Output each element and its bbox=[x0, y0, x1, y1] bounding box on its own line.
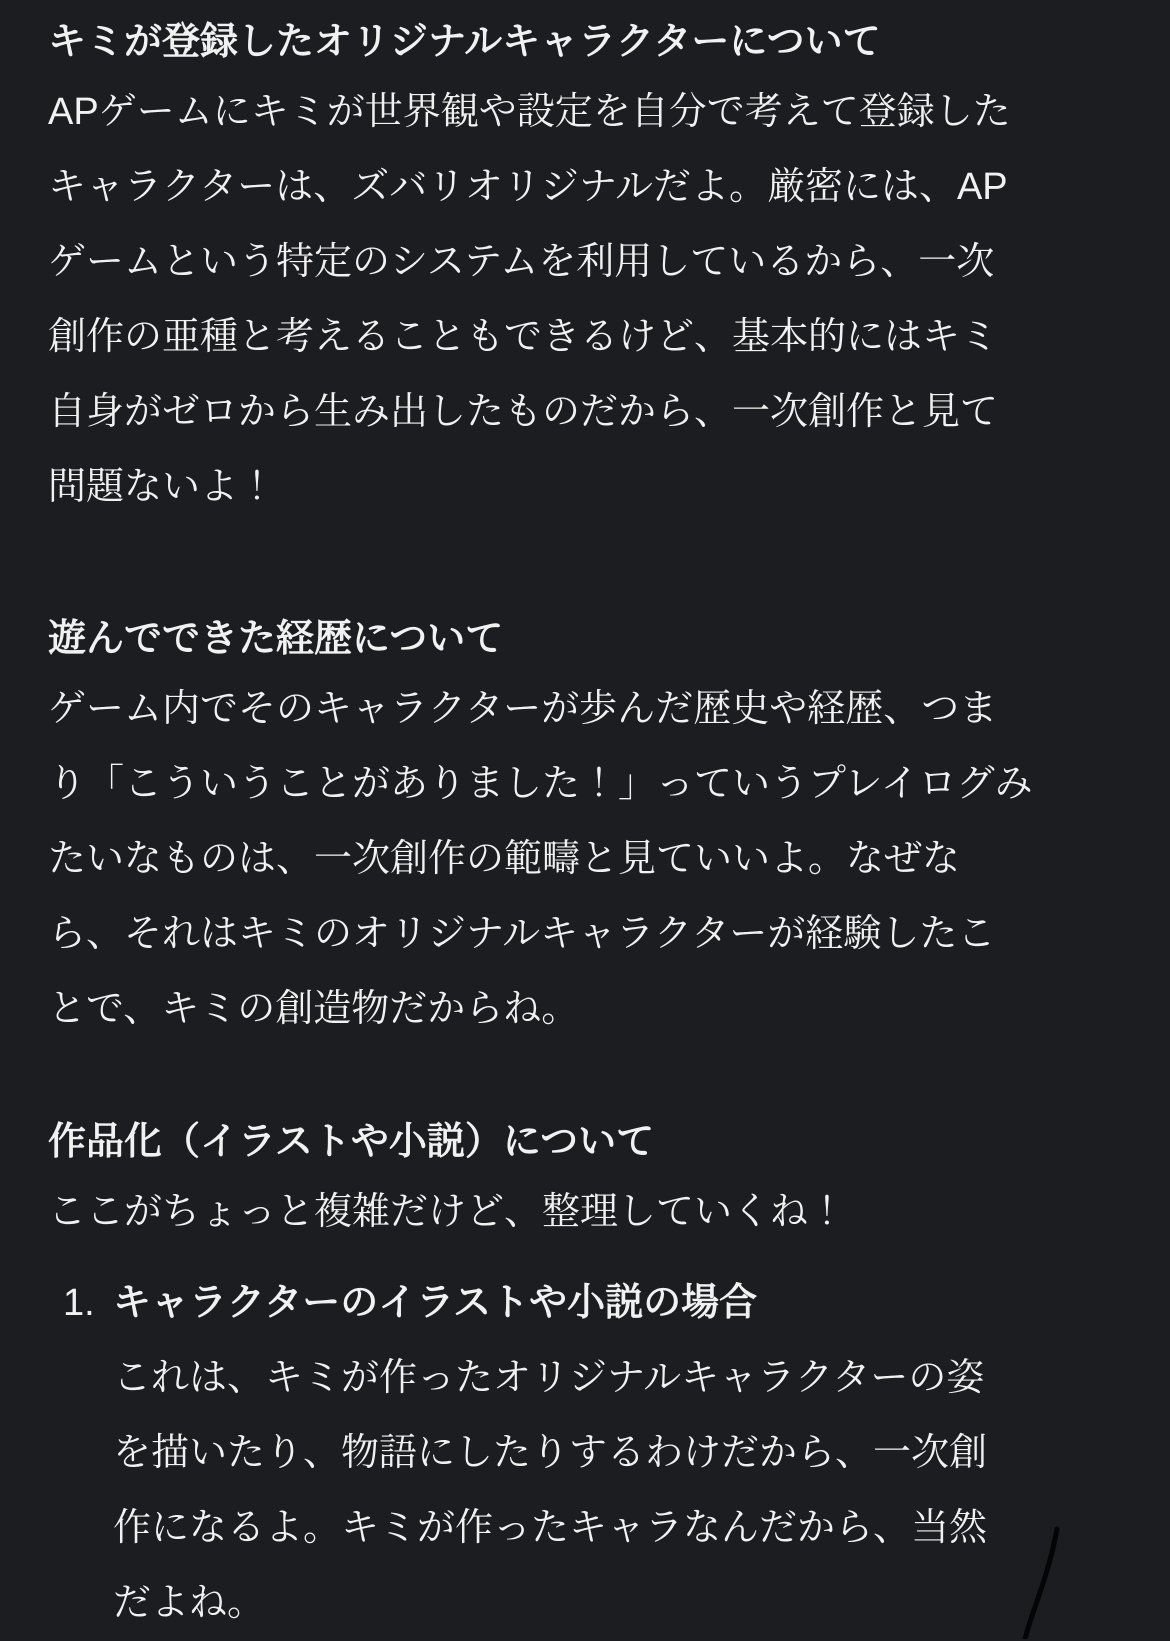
text-line: ら、それはキミのオリジナルキャラクターが経験したこ bbox=[48, 913, 996, 955]
text-line: ゲームという特定のシステムを利用しているから、一次 bbox=[48, 241, 995, 283]
text-line: 創作の亜種と考えることもできるけど、基本的にはキミ bbox=[48, 316, 999, 358]
list-item bbox=[48, 1266, 1126, 1641]
text-line: 自身がゼロから生み出したものだから、一次創作と見て bbox=[48, 391, 999, 433]
text-line: ゲーム内でそのキャラクターが歩んだ歴史や経歴、つま bbox=[48, 688, 998, 730]
section-heading: 作品化（イラストや小説）について bbox=[48, 1121, 655, 1163]
paragraph bbox=[48, 672, 1126, 1047]
ordered-list bbox=[48, 1266, 1126, 1641]
text-line: これは、キミが作ったオリジナルキャラクターの姿 bbox=[113, 1357, 985, 1399]
text-line: ここがちょっと複雑だけど、整理していくね！ bbox=[48, 1191, 847, 1233]
text-line: APゲームにキミが世界観や設定を自分で考えて登録した bbox=[48, 91, 1011, 133]
text-line: 問題ないよ！ bbox=[48, 466, 277, 508]
list-item-number: 1. bbox=[63, 1282, 95, 1324]
text-line: 作になるよ。キミが作ったキャラなんだから、当然 bbox=[113, 1507, 988, 1549]
text-line: り「こういうことがありました！」っていうプレイログみ bbox=[48, 763, 1033, 805]
text-line: を描いたり、物語にしたりするわけだから、一次創 bbox=[113, 1432, 988, 1474]
list-item-body bbox=[113, 1266, 1126, 1641]
paragraph bbox=[48, 75, 1126, 525]
text-line: たいなものは、一次創作の範疇と見ていいよ。なぜな bbox=[48, 838, 961, 880]
section-works bbox=[48, 1109, 1126, 1250]
text-line: キャラクターは、ズバリオリジナルだよ。厳密には、AP bbox=[48, 166, 1008, 208]
section-play-history bbox=[48, 606, 1126, 1047]
paragraph bbox=[48, 1175, 1126, 1250]
section-original-character bbox=[48, 9, 1126, 525]
list-item-title: キャラクターのイラストや小説の場合 bbox=[113, 1282, 758, 1324]
text-line: だよね。 bbox=[113, 1582, 266, 1624]
text-line: とで、キミの創造物だからね。 bbox=[48, 988, 580, 1030]
section-heading: 遊んでできた経歴について bbox=[48, 618, 504, 660]
section-heading: キミが登録したオリジナルキャラクターについて bbox=[48, 21, 881, 63]
list-item-paragraph bbox=[113, 1341, 1126, 1641]
